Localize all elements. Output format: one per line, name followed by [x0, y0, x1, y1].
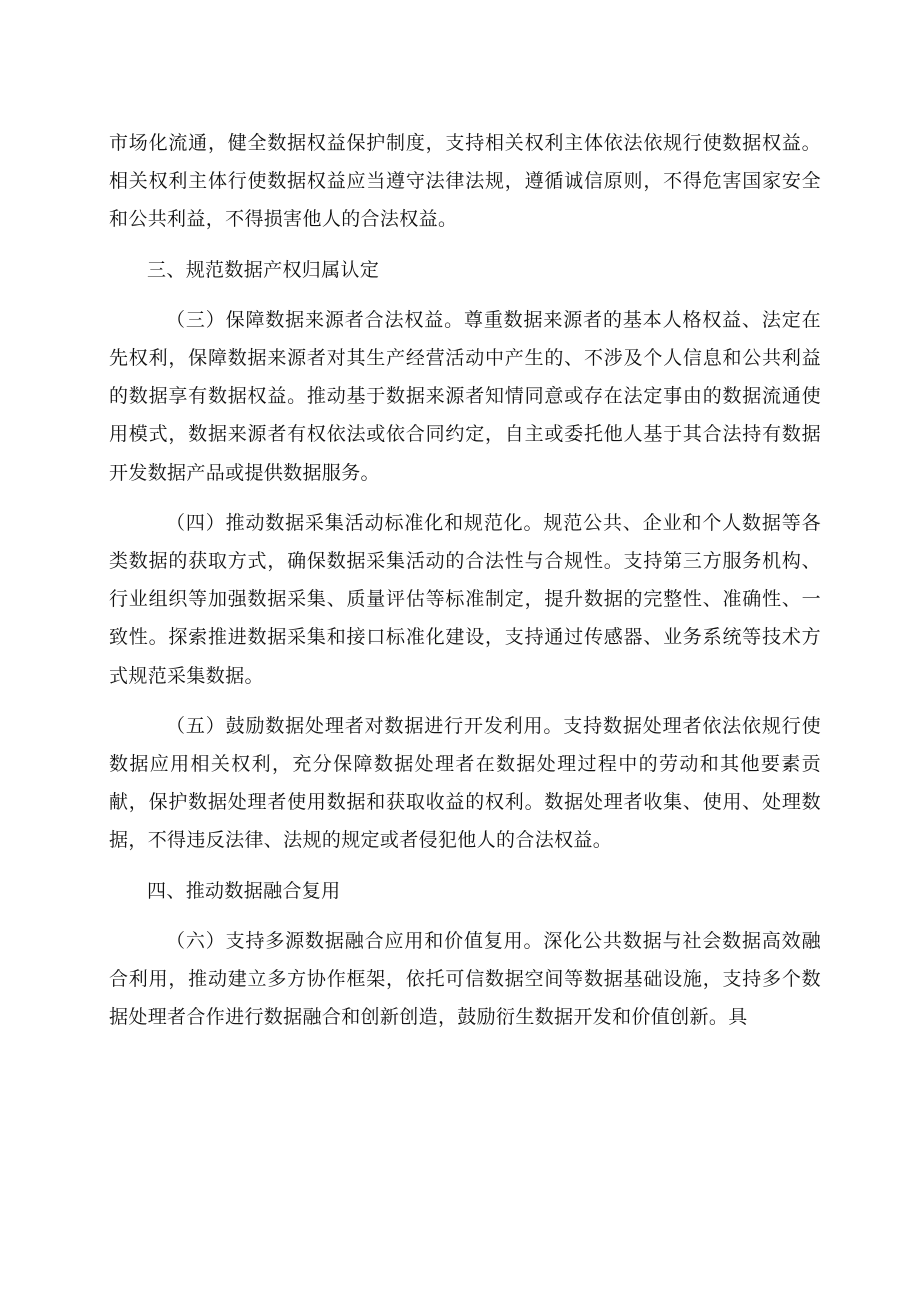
section-heading-4: 四、推动数据融合复用: [147, 879, 341, 902]
paragraph-item-3: （三）保障数据来源者合法权益。尊重数据来源者的基本人格权益、法定在先权利，保障数据来源者对其生产经营活动中产生的、不涉及个人信息和公共利益的数据享有数据权益。推动基于数据来源者知情同意或存在法定事由的数据流通使用模式，数据来源者有权依法或依合同约定，自主或委托他人基于其合法持有数据开发数据产品或提供数据服务。: [109, 308, 821, 484]
paragraph-item-6: （六）支持多源数据融合应用和价值复用。深化公共数据与社会数据高效融合利用，推动建立多方协作框架，依托可信数据空间等数据基础设施，支持多个数据处理者合作进行数据融合和创新创造，鼓励衍生数据开发和价值创新。具: [109, 929, 821, 1029]
paragraph-item-5: （五）鼓励数据处理者对数据进行开发利用。支持数据处理者依法依规行使数据应用相关权利，充分保障数据处理者在数据处理过程中的劳动和其他要素贡献，保护数据处理者使用数据和获取收益的权利。数据处理者收集、使用、处理数据，不得违反法律、法规的规定或者侵犯他人的合法权益。: [109, 714, 821, 852]
document-body: [109, 124, 821, 1048]
paragraph-continuation: 市场化流通，健全数据权益保护制度，支持相关权利主体依法依规行使数据权益。相关权利主体行使数据权益应当遵守法律法规，遵循诚信原则，不得危害国家安全和公共利益，不得损害他人的合法权益。: [109, 132, 821, 231]
section-heading-3: 三、规范数据产权归属认定: [147, 258, 380, 281]
paragraph-item-4: （四）推动数据采集活动标准化和规范化。规范公共、企业和个人数据等各类数据的获取方式，确保数据采集活动的合法性与合规性。支持第三方服务机构、行业组织等加强数据采集、质量评估等标准制定，提升数据的完整性、准确性、一致性。探索推进数据采集和接口标准化建设，支持通过传感器、业务系统等技术方式规范采集数据。: [109, 511, 821, 687]
